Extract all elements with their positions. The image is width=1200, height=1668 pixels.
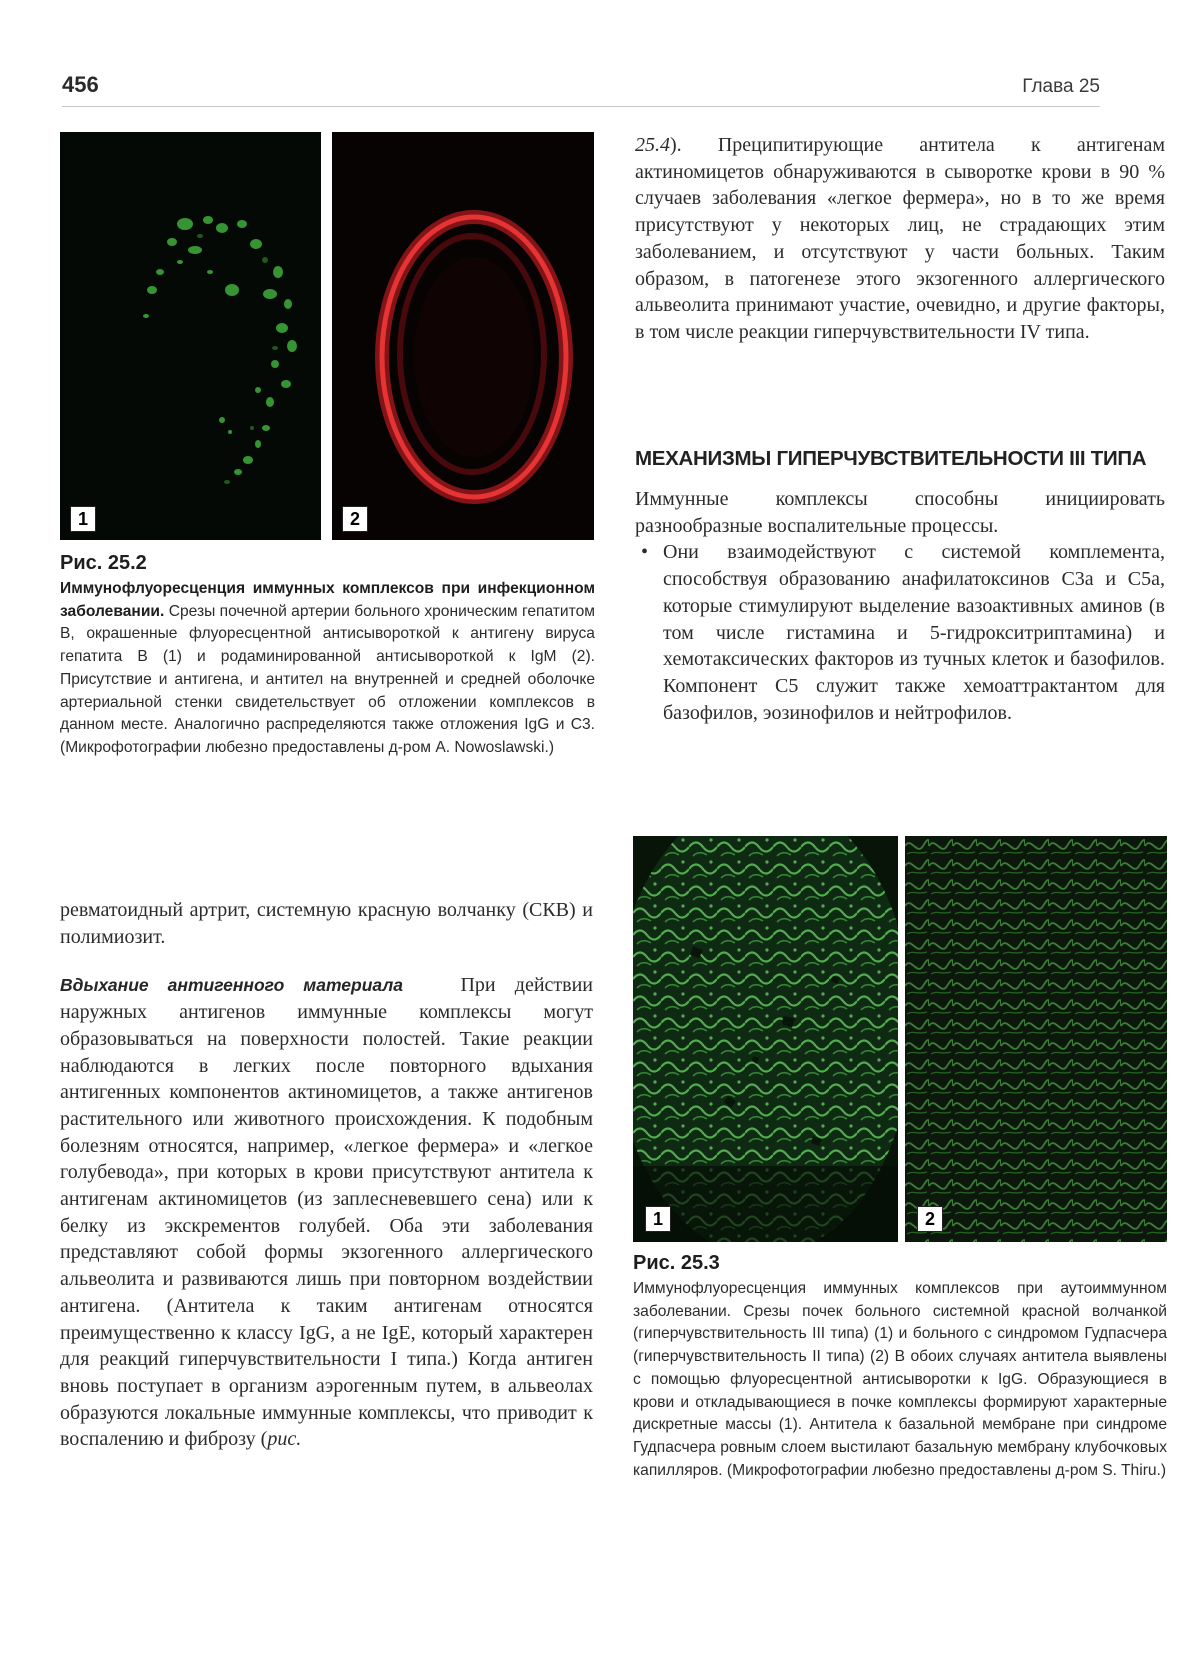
fig-25-2-caption: [60, 578, 595, 760]
glomerulus-sle-micrograph: [633, 836, 898, 1242]
fig-25-3-panel-2-photo: [905, 836, 1167, 1242]
right-column-paragraph: [635, 132, 1165, 346]
fig-25-3-title: Рис. 25.3: [633, 1252, 720, 1274]
panel-label-2: 2: [917, 1206, 943, 1232]
panel-label-1: 1: [645, 1206, 671, 1232]
section-heading: МЕХАНИЗМЫ ГИПЕРЧУВСТВИТЕЛЬНОСТИ III ТИПА: [635, 447, 1147, 470]
fig-25-2-title: Рис. 25.2: [60, 552, 147, 574]
right-paragraph-text: ). Преципитирующие антитела к антигенам актиномицетов обнаруживаются в сыворотке крови в 90 % случаев заболевания «легкое фермера», но в то же время присутствуют у некоторых лиц, не страдающих этим заболеванием, и отсутствуют у части больных. Таким образом, в патогенезе этого экзогенного аллергического альвеолита принимают участие, очевидно, и другие факторы, в том числе реакции гиперчувствительности IV типа.: [635, 134, 1165, 343]
fig-25-2-panel-2-photo: [332, 132, 594, 540]
header-rule: [62, 106, 1100, 107]
chapter-label: Глава 25: [1022, 76, 1100, 97]
bullet-list: [635, 539, 1165, 726]
section-intro: Иммунные комплексы способны инициировать разнообразные воспалительные процессы.: [635, 488, 1165, 537]
left-paragraph-2-italic-end: рис.: [267, 1428, 302, 1451]
fig-25-3-panel-1-photo: [633, 836, 898, 1242]
fig-25-2-panel-1-photo: [60, 132, 321, 540]
runin-heading: Вдыхание антигенного материала: [60, 975, 403, 996]
section-body: [635, 486, 1165, 726]
left-column-text: [60, 897, 593, 1453]
panel-label-1: 1: [70, 506, 96, 532]
fig-25-2-caption-text: Срезы почечной артерии больного хроническим гепатитом B, окрашенные флуоресцентной антисывороткой к антигену вируса гепатита B (1) и родаминированной антисывороткой к IgM (2). Присутствие и антигена, и антител на внутренней и средней оболочке артериальной стенки свидетельствует об отложении комплексов в данном месте. Аналогично распределяются также отложения IgG и C3. (Микрофотографии любезно предоставлены д-ром A. Nowoslawski.): [60, 602, 595, 756]
bullet-item-1: [635, 539, 1165, 726]
left-paragraph-2: [60, 972, 593, 1453]
fig-25-2-caption-bold: Иммунофлуоресценция иммунных комплексов при инфекционном заболевании.: [60, 580, 595, 620]
green-fluorescence-micrograph: [60, 132, 321, 540]
glomerulus-goodpasture-micrograph: [905, 836, 1167, 1242]
figure-reference-italic: 25.4: [635, 134, 670, 156]
left-paragraph-1: ревматоидный артрит, системную красную волчанку (СКВ) и полимиозит.: [60, 899, 593, 948]
panel-label-2: 2: [342, 506, 368, 532]
red-fluorescence-micrograph: [332, 132, 594, 540]
page-number: 456: [62, 72, 99, 97]
bullet-dot: •: [641, 541, 649, 564]
left-paragraph-2-text: При действии наружных антигенов иммунные комплексы могут образовываться на поверхности полостей. Такие реакции наблюдаются в легких после повторного вдыхания антигенных компонентов актиномицетов, а также антигенов растительного или животного происхождения. К подобным болезням относятся, например, «легкое фермера» и «легкое голубевода», при которых в крови присутствуют антитела к антигенам актиномицетов (из заплесневевшего сена) или к белку из экскрементов голубей. Оба эти заболевания представляют собой формы экзогенного аллергического альвеолита и развиваются лишь при повторном воздействии антигена. (Антитела к таким антигенам относятся преимущественно к классу IgG, а не IgE, который характерен для реакций гиперчувствительности I типа.) Когда антиген вновь поступает в организм аэрогенным путем, в альвеолах образуются локальные иммунные комплексы, что приводит к воспалению и фиброзу (: [60, 974, 593, 1451]
fig-25-3-caption: Иммунофлуоресценция иммунных комплексов при аутоиммунном заболевании. Срезы почек больного системной красной волчанкой (гиперчувствительность III типа) (1) и больного с синдромом Гудпасчера (гиперчувствительность II типа) (2) В обоих случаях антитела выявлены с помощью флуоресцентной антисыворотки к IgG. Образующиеся в крови и откладывающиеся в почке комплексы формируют характерные дискретные массы (1). Антитела к базальной мембране при синдроме Гудпасчера ровным слоем выстилают базальную мембрану клубочковых капилляров. (Микрофотографии любезно предоставлены д-ром S. Thiru.): [633, 1280, 1167, 1479]
bullet-item-1-text: Они взаимодействуют с системой комплемента, способствуя образованию анафилатоксинов C3a и C5a, которые стимулируют выделение вазоактивных аминов (в том числе гистамина и 5-гидрокситриптамина) и хемотаксических факторов из тучных клеток и базофилов. Компонент C5 служит также хемоаттрактантом для базофилов, эозинофилов и нейтрофилов.: [663, 541, 1165, 724]
